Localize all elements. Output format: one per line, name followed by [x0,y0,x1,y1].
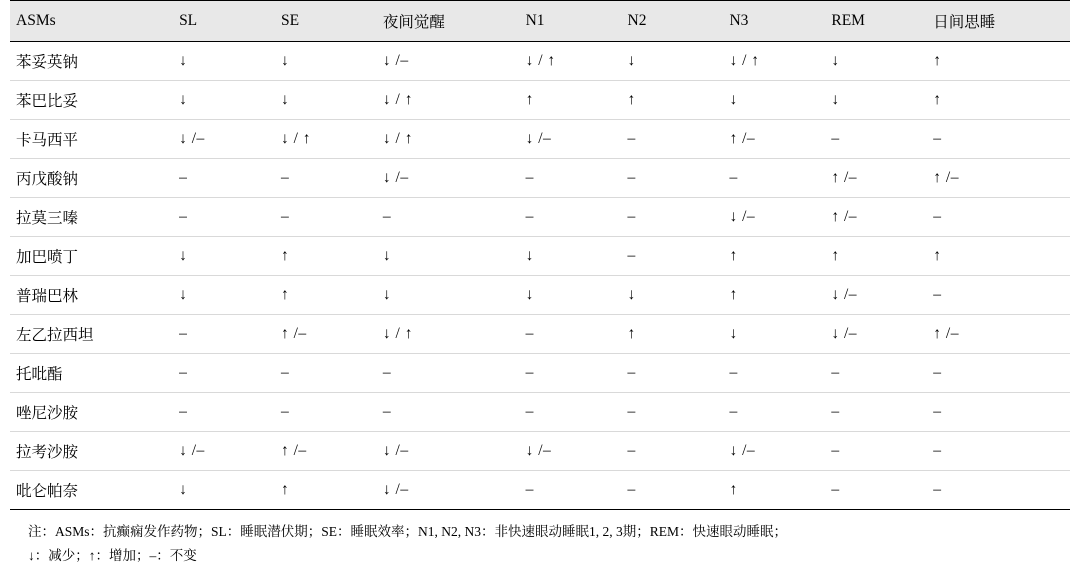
cell-n3: ↑ [723,471,825,510]
cell-n2: ↓ [622,42,724,81]
footnote-line-abbreviations: 注：ASMs：抗癫痫发作药物；SL：睡眠潜伏期；SE：睡眠效率；N1, N2, N3：非快速眼动睡眠1, 2, 3期；REM：快速眼动睡眠； [28,524,788,539]
cell-night-awakening: ↓ /– [377,432,520,471]
cell-sl: ↓ [173,471,275,510]
cell-rem: ↑ /– [825,159,927,198]
table-row [10,276,1070,315]
cell-n2: – [622,120,724,159]
cell-night-awakening: ↓ /– [377,159,520,198]
cell-night-awakening: – [377,393,520,432]
table-row [10,315,1070,354]
column-header-daytime-sleepiness: 日间思睡 [927,1,1070,42]
cell-daytime-sleepiness: ↑ [927,81,1070,120]
column-header-n3: N3 [723,1,825,42]
cell-sl: – [173,198,275,237]
cell-night-awakening: ↓ /– [377,471,520,510]
cell-se: ↓ [275,81,377,120]
cell-n3: ↓ [723,315,825,354]
table-row [10,471,1070,510]
cell-night-awakening: – [377,354,520,393]
row-label: 托吡酯 [10,354,173,393]
cell-n3: – [723,393,825,432]
cell-sl: – [173,393,275,432]
cell-rem: ↑ [825,237,927,276]
cell-n3: ↓ [723,81,825,120]
row-label: 吡仑帕奈 [10,471,173,510]
cell-se: ↓ [275,42,377,81]
row-label: 拉莫三嗪 [10,198,173,237]
cell-n3: ↓ /– [723,198,825,237]
row-label: 加巴喷丁 [10,237,173,276]
cell-n2: – [622,159,724,198]
column-header-asms: ASMs [10,1,173,42]
cell-n1: – [520,198,622,237]
cell-night-awakening: ↓ [377,237,520,276]
cell-night-awakening: ↓ / ↑ [377,81,520,120]
footnote-line-symbols: ↓：减少；↑：增加；–：不变 [28,547,197,563]
cell-n2: ↓ [622,276,724,315]
cell-n3: – [723,159,825,198]
cell-se: ↑ [275,471,377,510]
cell-rem: ↓ [825,42,927,81]
row-label: 唑尼沙胺 [10,393,173,432]
cell-n2: – [622,393,724,432]
cell-rem: – [825,393,927,432]
table-footnote [10,520,1070,567]
cell-se: – [275,159,377,198]
column-header-sl: SL [173,1,275,42]
row-label: 丙戊酸钠 [10,159,173,198]
table-row [10,354,1070,393]
cell-daytime-sleepiness: – [927,354,1070,393]
table-row [10,432,1070,471]
cell-n2: ↑ [622,81,724,120]
cell-n1: ↓ / ↑ [520,42,622,81]
cell-night-awakening: ↓ / ↑ [377,315,520,354]
row-label: 左乙拉西坦 [10,315,173,354]
cell-se: ↑ /– [275,432,377,471]
cell-n2: – [622,354,724,393]
table-row [10,81,1070,120]
cell-rem: – [825,120,927,159]
column-header-rem: REM [825,1,927,42]
cell-n1: ↓ /– [520,120,622,159]
table-row [10,393,1070,432]
table-header-row [10,1,1070,42]
cell-daytime-sleepiness: – [927,432,1070,471]
column-header-night-awakening: 夜间觉醒 [377,1,520,42]
cell-n3: – [723,354,825,393]
cell-n1: – [520,471,622,510]
cell-daytime-sleepiness: – [927,276,1070,315]
cell-n3: ↑ /– [723,120,825,159]
cell-n1: – [520,354,622,393]
cell-n1: ↑ [520,81,622,120]
table-row [10,198,1070,237]
cell-sl: – [173,159,275,198]
cell-n3: ↓ /– [723,432,825,471]
table-body [10,42,1070,510]
cell-rem: ↓ [825,81,927,120]
cell-daytime-sleepiness: ↑ /– [927,315,1070,354]
cell-n1: – [520,315,622,354]
cell-se: ↓ / ↑ [275,120,377,159]
cell-sl: ↓ [173,81,275,120]
cell-daytime-sleepiness: ↑ [927,237,1070,276]
asm-sleep-effects-table [10,0,1070,510]
row-label: 拉考沙胺 [10,432,173,471]
cell-se: ↑ /– [275,315,377,354]
cell-se: ↑ [275,237,377,276]
cell-sl: – [173,315,275,354]
cell-night-awakening: ↓ /– [377,42,520,81]
cell-sl: ↓ [173,237,275,276]
cell-n2: – [622,471,724,510]
cell-se: ↑ [275,276,377,315]
cell-daytime-sleepiness: ↑ /– [927,159,1070,198]
cell-se: – [275,393,377,432]
cell-rem: ↓ /– [825,315,927,354]
cell-sl: ↓ [173,276,275,315]
column-header-n2: N2 [622,1,724,42]
row-label: 苯妥英钠 [10,42,173,81]
cell-n2: – [622,198,724,237]
cell-night-awakening: ↓ / ↑ [377,120,520,159]
table-row [10,159,1070,198]
cell-n3: ↑ [723,276,825,315]
cell-n1: ↓ [520,237,622,276]
cell-daytime-sleepiness: – [927,471,1070,510]
cell-rem: – [825,471,927,510]
cell-n1: – [520,393,622,432]
cell-n2: – [622,237,724,276]
cell-n3: ↑ [723,237,825,276]
row-label: 普瑞巴林 [10,276,173,315]
row-label: 卡马西平 [10,120,173,159]
cell-sl: ↓ /– [173,120,275,159]
cell-n1: ↓ [520,276,622,315]
cell-night-awakening: – [377,198,520,237]
cell-rem: – [825,432,927,471]
cell-n1: ↓ /– [520,432,622,471]
cell-daytime-sleepiness: ↑ [927,42,1070,81]
cell-sl: – [173,354,275,393]
column-header-n1: N1 [520,1,622,42]
cell-n2: ↑ [622,315,724,354]
cell-n2: – [622,432,724,471]
cell-se: – [275,198,377,237]
cell-sl: ↓ /– [173,432,275,471]
cell-sl: ↓ [173,42,275,81]
row-label: 苯巴比妥 [10,81,173,120]
column-header-se: SE [275,1,377,42]
cell-n3: ↓ / ↑ [723,42,825,81]
cell-daytime-sleepiness: – [927,393,1070,432]
cell-daytime-sleepiness: – [927,120,1070,159]
table-header [10,1,1070,42]
cell-se: – [275,354,377,393]
cell-rem: – [825,354,927,393]
cell-n1: – [520,159,622,198]
cell-rem: ↑ /– [825,198,927,237]
cell-rem: ↓ /– [825,276,927,315]
cell-night-awakening: ↓ [377,276,520,315]
table-row [10,120,1070,159]
cell-daytime-sleepiness: – [927,198,1070,237]
table-row [10,237,1070,276]
table-row [10,42,1070,81]
